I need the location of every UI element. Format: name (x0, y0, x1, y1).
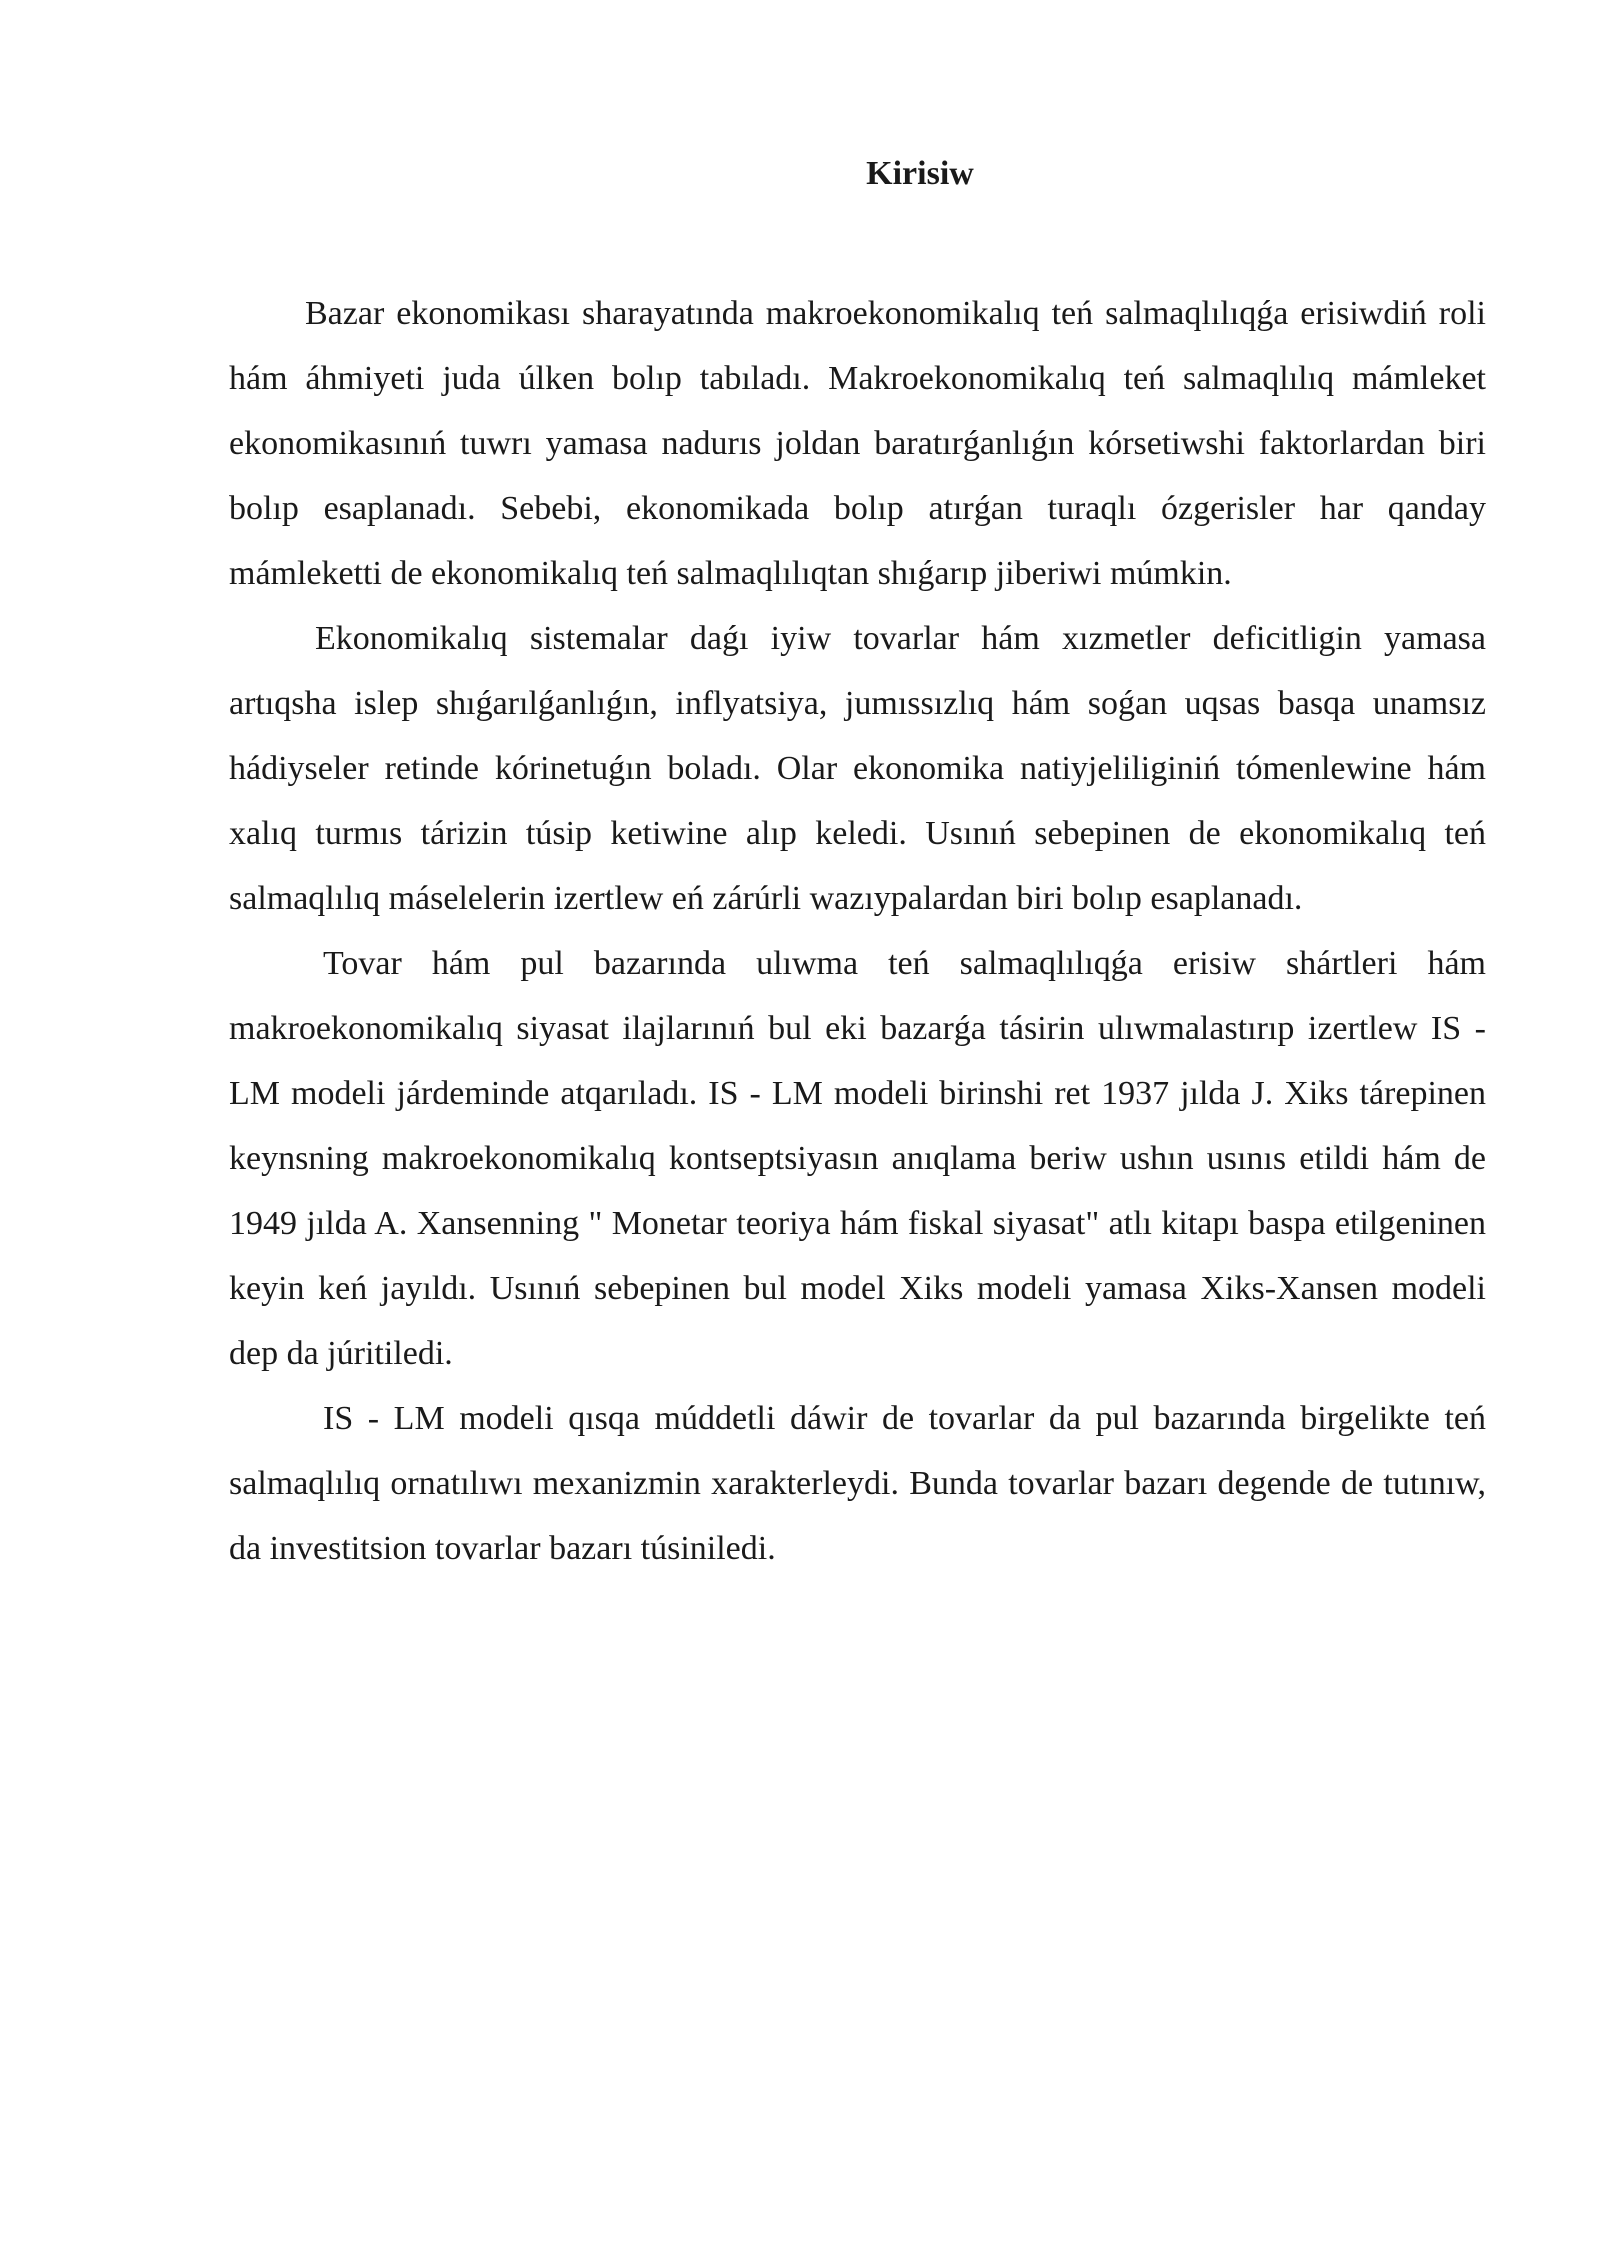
paragraph-4: IS - LM modeli qısqa múddetli dáwir de tovarlar da pul bazarında birgelikte teń salmaqlılıq ornatılıwı mexanizmin xarakterleydi. Bunda tovarlar bazarı degende de tutınıw, da investitsion tovarlar bazarı túsiniledi. (229, 1400, 1486, 1567)
paragraph-2: Ekonomikalıq sistemalar daǵı iyiw tovarlar hám xızmetler deficitligin yamasa artıqsha islep shıǵarılǵanlıǵın, inflyatsiya, jumıssızlıq hám soǵan uqsas basqa unamsız hádiyseler retinde kórinetuǵın boladı. Olar ekonomika natiyjeliliginiń tómenlewine hám xalıq turmıs tárizin túsip ketiwine alıp keledi. Usınıń sebepinen de ekonomikalıq teń salmaqlılıq máselelerin izertlew eń zárúrli wazıypalardan biri bolıp esaplanadı. (229, 620, 1486, 917)
paragraph-3: Tovar hám pul bazarında ulıwma teń salmaqlılıqǵa erisiw shártleri hám makroekonomikalıq siyasat ilajlarınıń bul eki bazarǵa tásirin ulıwmalastırıp izertlew IS - LM modeli járdeminde atqarıladı. IS - LM modeli birinshi ret 1937 jılda J. Xiks tárepinen keynsning makroekonomikalıq kontseptsiyasın anıqlama beriw ushın usınıs etildi hám de 1949 jılda A. Xansenning " Monetar teoriya hám fiskal siyasat" atlı kitapı baspa etilgeninen keyin keń jayıldı. Usınıń sebepinen bul model Xiks modeli yamasa Xiks-Xansen modeli dep da júritiledi. (229, 945, 1486, 1372)
page-title: Kirisiw (866, 155, 974, 192)
paragraph-1: Bazar ekonomikası sharayatında makroekonomikalıq teń salmaqlılıqǵa erisiwdiń roli hám áhmiyeti juda úlken bolıp tabıladı. Makroekonomikalıq teń salmaqlılıq mámleket ekonomikasınıń tuwrı yamasa nadurıs joldan baratırǵanlıǵın kórsetiwshi faktorlardan biri bolıp esaplanadı. Sebebi, ekonomikada bolıp atırǵan turaqlı ózgerisler har qanday mámleketti de ekonomikalıq teń salmaqlılıqtan shıǵarıp jiberiwi múmkin. (229, 295, 1486, 592)
body-text (229, 281, 1486, 1581)
